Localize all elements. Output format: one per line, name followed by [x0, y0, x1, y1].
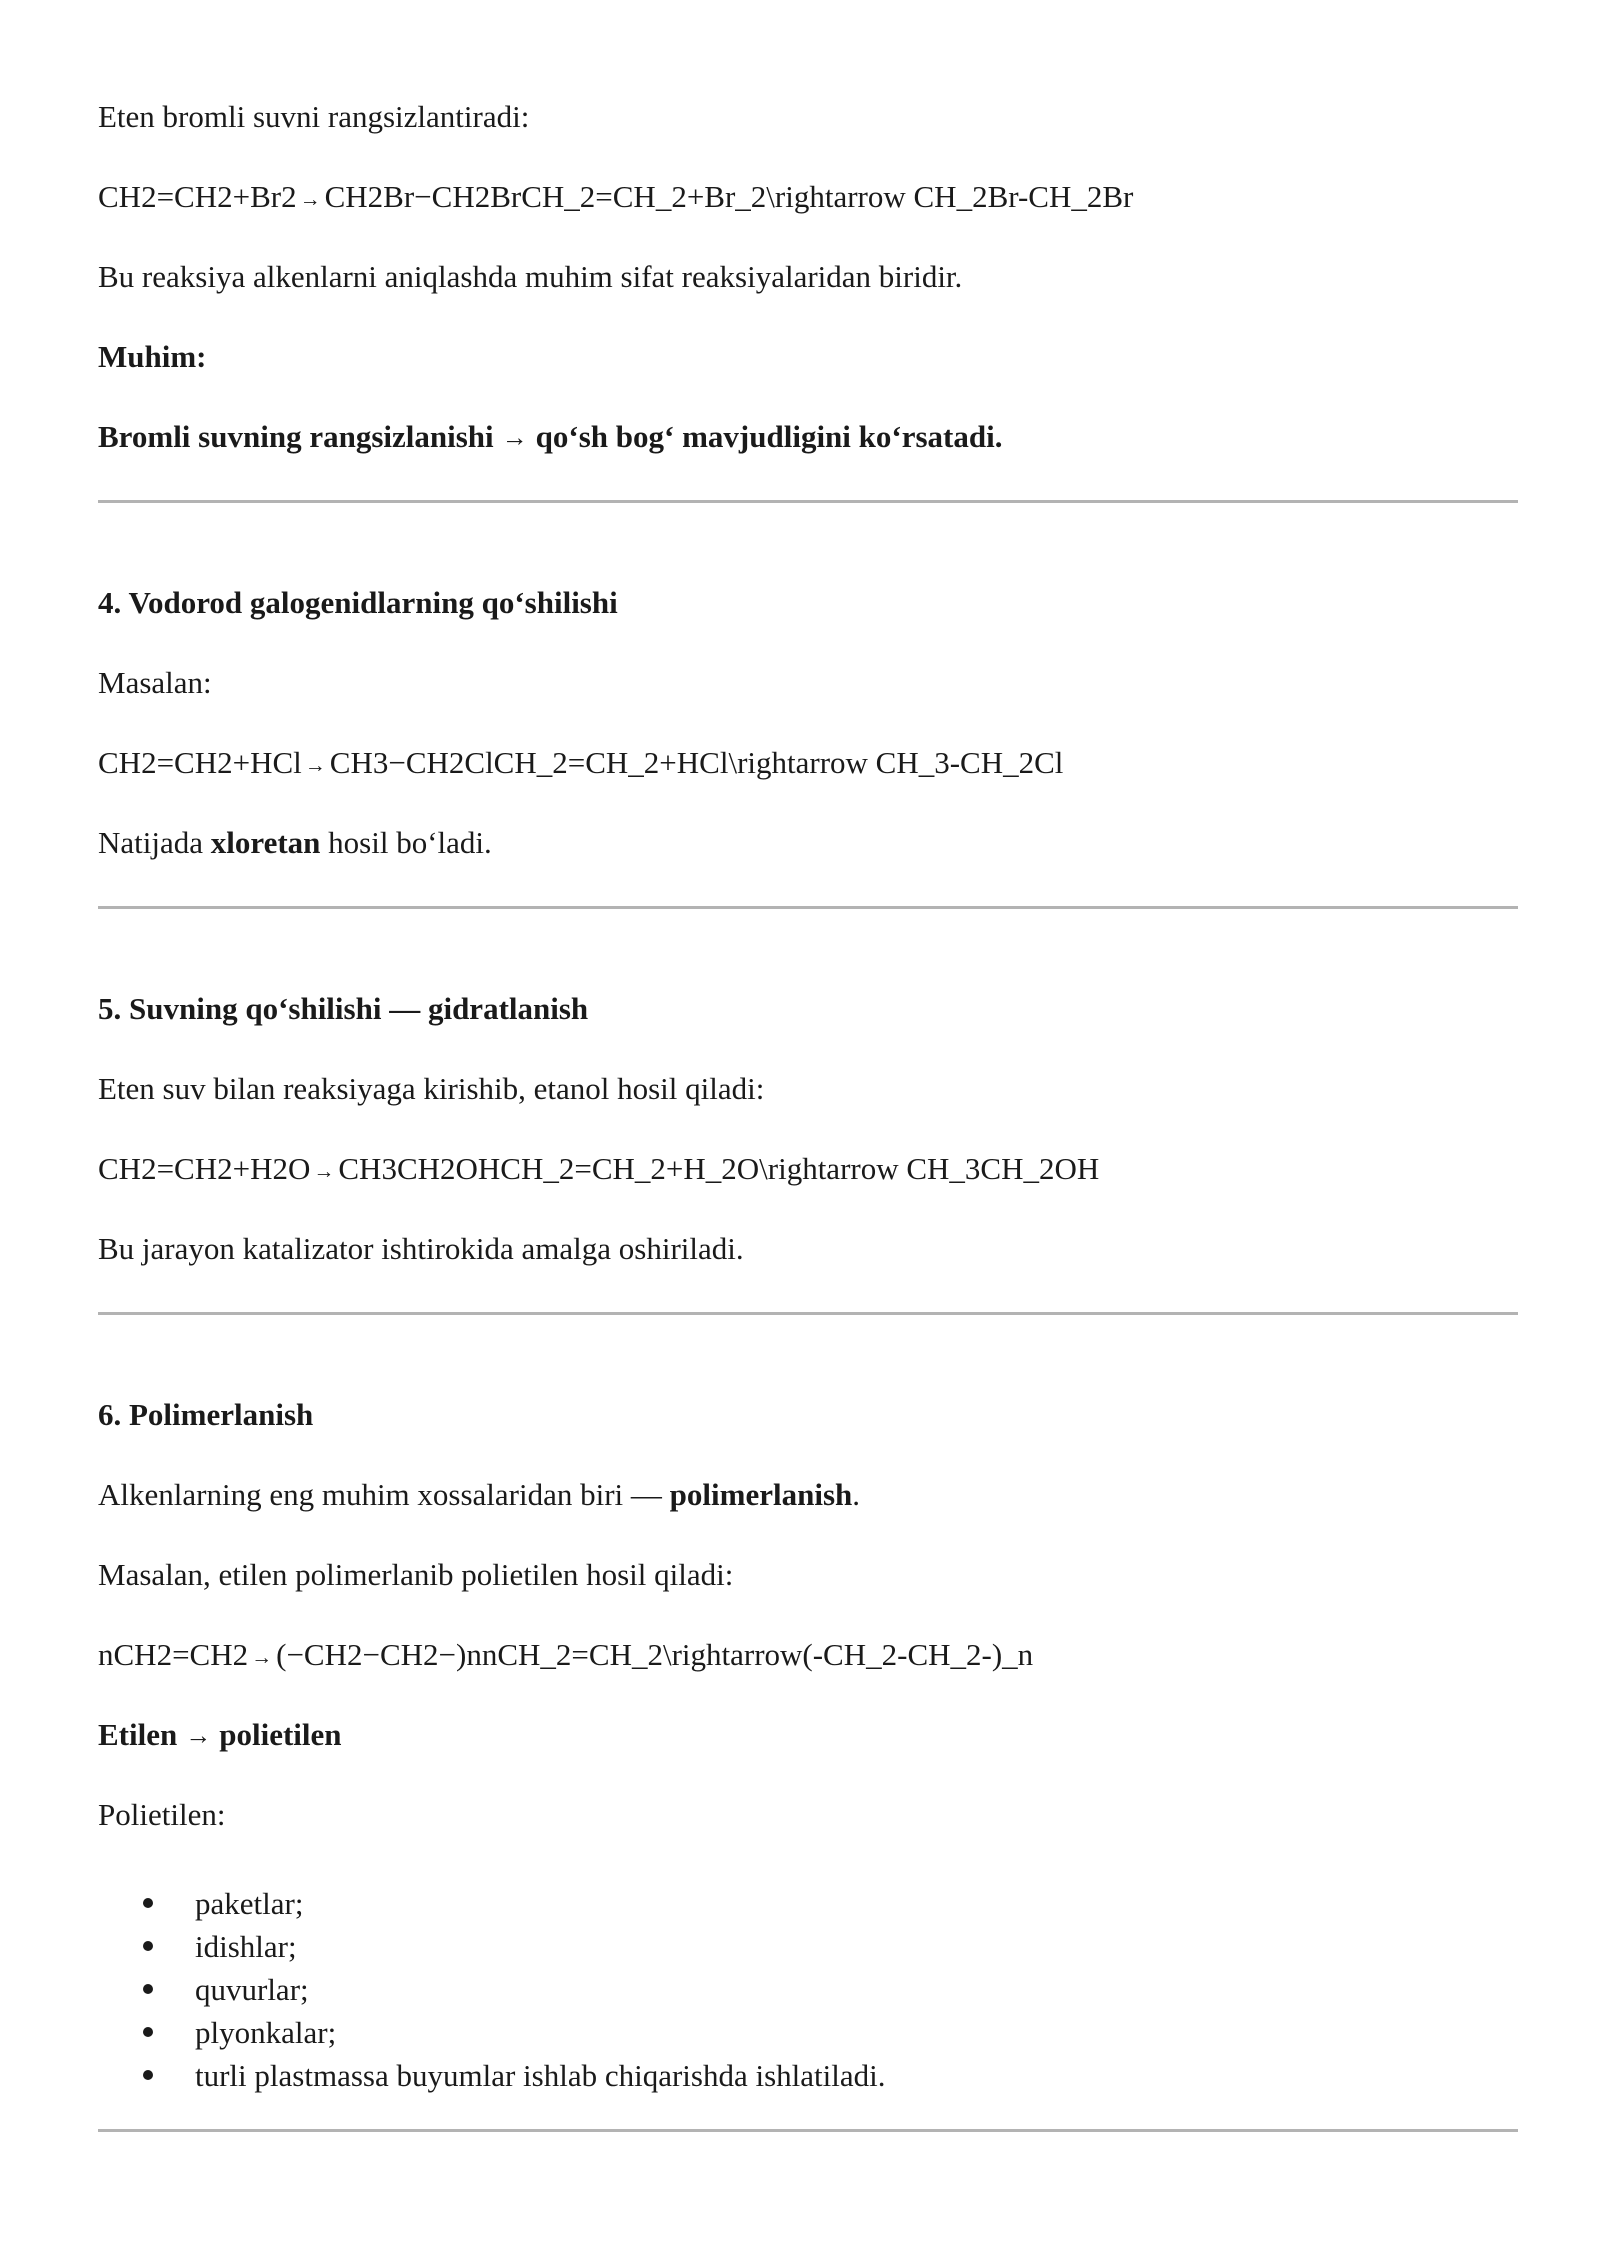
hcl-equation — [98, 743, 1063, 783]
polymer-summary — [98, 1715, 342, 1755]
uses-label — [98, 1795, 225, 1835]
section-6-heading — [98, 1395, 313, 1435]
example-label-text: Masalan: — [98, 665, 212, 700]
equation-right: (−CH2−CH2−)nnCH_2=CH_2\rightarrow(-CH_2-CH_2-)_n — [276, 1637, 1034, 1672]
hydration-equation — [98, 1149, 1099, 1189]
important-label-text: Muhim: — [98, 339, 207, 374]
uses-label-text: Polietilen: — [98, 1797, 226, 1832]
list-item-text: paketlar; — [195, 1886, 304, 1921]
bullet-icon — [143, 1898, 153, 1908]
equation-left: CH2=CH2+HCl — [98, 745, 302, 780]
section-6-intro — [98, 1475, 860, 1515]
bullet-icon — [143, 2027, 153, 2037]
section-4-example-label — [98, 663, 212, 703]
summary-right: polietilen — [219, 1717, 342, 1752]
list-item-text: quvurlar; — [195, 1972, 309, 2007]
arrow-icon: → — [299, 187, 321, 211]
intro-suffix: . — [852, 1477, 861, 1512]
result-prefix: Natijada — [98, 825, 211, 860]
polymerization-equation — [98, 1635, 1033, 1675]
arrow-icon: → — [185, 1721, 212, 1750]
equation-left: CH2=CH2+H2O — [98, 1151, 311, 1186]
list-item-text: plyonkalar; — [195, 2015, 337, 2050]
intro-prefix: Alkenlarning eng muhim xossalaridan biri — — [98, 1477, 670, 1512]
bromine-equation — [98, 177, 1133, 217]
bromine-water-intro-text: Eten bromli suvni rangsizlantiradi: — [98, 99, 530, 134]
section-5-note-text: Bu jarayon katalizator ishtirokida amalga oshiriladi. — [98, 1231, 744, 1266]
important-label — [98, 337, 207, 377]
section-6-example-text: Masalan, etilen polimerlanib polietilen hosil qiladi: — [98, 1557, 734, 1592]
equation-right: CH2Br−CH2BrCH_2=CH_2+Br_2\rightarrow CH_2Br-CH_2Br — [324, 179, 1134, 214]
section-divider — [98, 906, 1518, 909]
summary-left: Etilen — [98, 1717, 178, 1752]
arrow-icon: → — [304, 753, 326, 777]
equation-right: CH3−CH2ClCH_2=CH_2+HCl\rightarrow CH_3-CH_2Cl — [329, 745, 1064, 780]
section-divider — [98, 2129, 1518, 2132]
section-divider — [98, 500, 1518, 503]
section-divider — [98, 1312, 1518, 1315]
section-4-heading-text: 4. Vodorod galogenidlarning qo‘shilishi — [98, 585, 618, 620]
result-product: xloretan — [210, 825, 321, 860]
intro-term: polimerlanish — [669, 1477, 853, 1512]
equation-left: nCH2=CH2 — [98, 1637, 249, 1672]
arrow-icon: → — [251, 1645, 273, 1669]
list-item-text: turli plastmassa buyumlar ishlab chiqarishda ishlatiladi. — [195, 2058, 886, 2093]
result-suffix: hosil bo‘ladi. — [320, 825, 492, 860]
section-4-heading — [98, 583, 618, 623]
equation-right: CH3CH2OHCH_2=CH_2+H_2O\rightarrow CH_3CH_2OH — [338, 1151, 1100, 1186]
important-statement-left: Bromli suvning rangsizlanishi — [98, 419, 494, 454]
list-item-text: idishlar; — [195, 1929, 297, 1964]
bullet-icon — [143, 1984, 153, 1994]
bullet-icon — [143, 2070, 153, 2080]
section-5-heading-text: 5. Suvning qo‘shilishi — gidratlanish — [98, 991, 589, 1026]
section-5-intro — [98, 1069, 764, 1109]
section-6-example — [98, 1555, 733, 1595]
section-5-heading — [98, 989, 588, 1029]
bromine-note — [98, 257, 962, 297]
section-6-heading-text: 6. Polimerlanish — [98, 1397, 314, 1432]
bromine-note-text: Bu reaksiya alkenlarni aniqlashda muhim sifat reaksiyalaridan biridir. — [98, 259, 963, 294]
bullet-icon — [143, 1941, 153, 1951]
important-statement — [98, 417, 1002, 457]
section-4-result — [98, 823, 492, 863]
arrow-icon: → — [313, 1159, 335, 1183]
arrow-icon: → — [501, 423, 528, 452]
section-5-note — [98, 1229, 744, 1269]
bromine-water-intro — [98, 97, 529, 137]
equation-left: CH2=CH2+Br2 — [98, 179, 297, 214]
important-statement-right: qo‘sh bog‘ mavjudligini ko‘rsatadi. — [535, 419, 1003, 454]
section-5-intro-text: Eten suv bilan reaksiyaga kirishib, etanol hosil qiladi: — [98, 1071, 765, 1106]
